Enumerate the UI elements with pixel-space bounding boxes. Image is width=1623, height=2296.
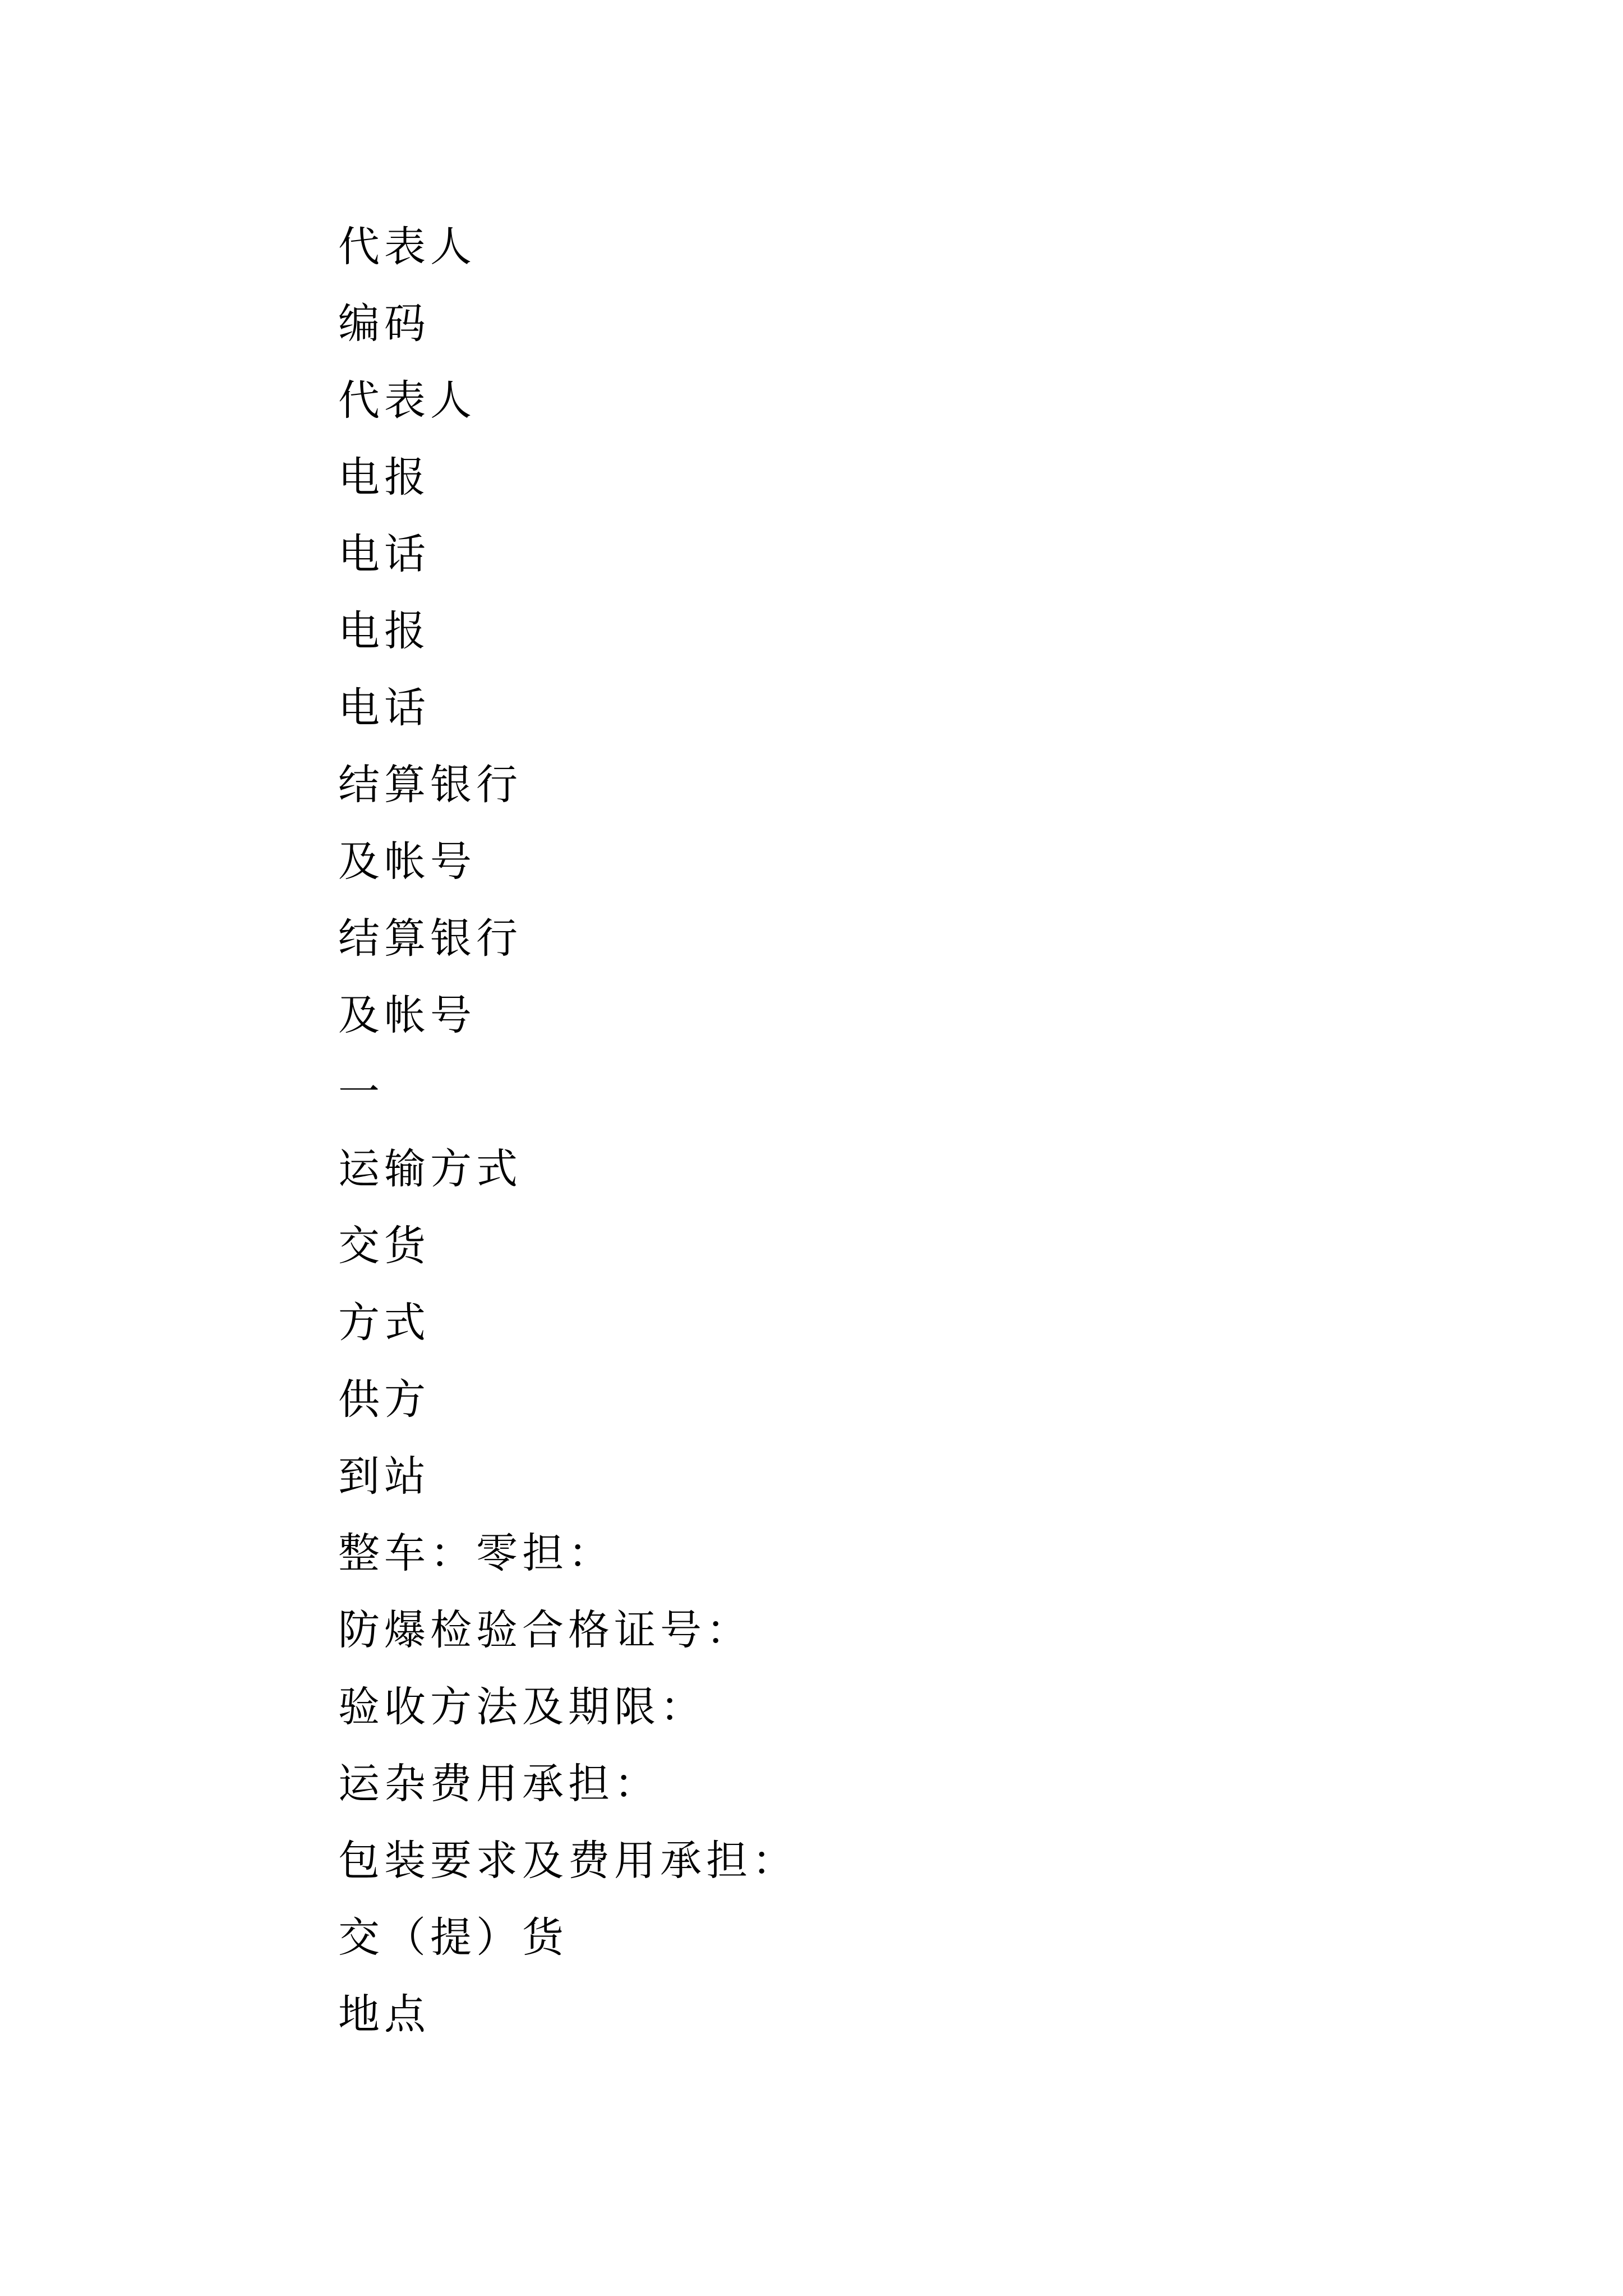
label-delivery: 交货 (338, 1222, 430, 1270)
label-representative: 代表人 (338, 376, 476, 425)
label-telegram: 电报 (338, 453, 430, 501)
label-arrival-station: 到站 (338, 1452, 430, 1501)
label-explosion-proof-certificate: 防爆检验合格证号： (338, 1606, 752, 1654)
label-settlement-bank: 结算银行 (338, 761, 522, 809)
section-marker: 一 (338, 1068, 384, 1116)
label-postal-code: 编码 (338, 300, 430, 348)
label-telephone: 电话 (338, 530, 430, 578)
label-representative: 代表人 (338, 223, 476, 271)
label-supplier: 供方 (338, 1375, 430, 1424)
label-account-number: 及帐号 (338, 991, 476, 1039)
label-carload-lcl: 整车：零担： (338, 1529, 614, 1577)
field-label-list (338, 209, 798, 2053)
label-delivery-pickup: 交（提）货 (338, 1913, 568, 1962)
label-transport-method: 运输方式 (338, 1145, 522, 1193)
label-account-number: 及帐号 (338, 838, 476, 886)
label-packaging-cost: 包装要求及费用承担： (338, 1837, 798, 1885)
label-settlement-bank: 结算银行 (338, 914, 522, 963)
label-method: 方式 (338, 1299, 430, 1347)
label-acceptance-method: 验收方法及期限： (338, 1683, 706, 1731)
label-telegram: 电报 (338, 607, 430, 655)
label-location: 地点 (338, 1990, 430, 2039)
label-telephone: 电话 (338, 684, 430, 732)
label-freight-cost: 运杂费用承担： (338, 1760, 660, 1808)
